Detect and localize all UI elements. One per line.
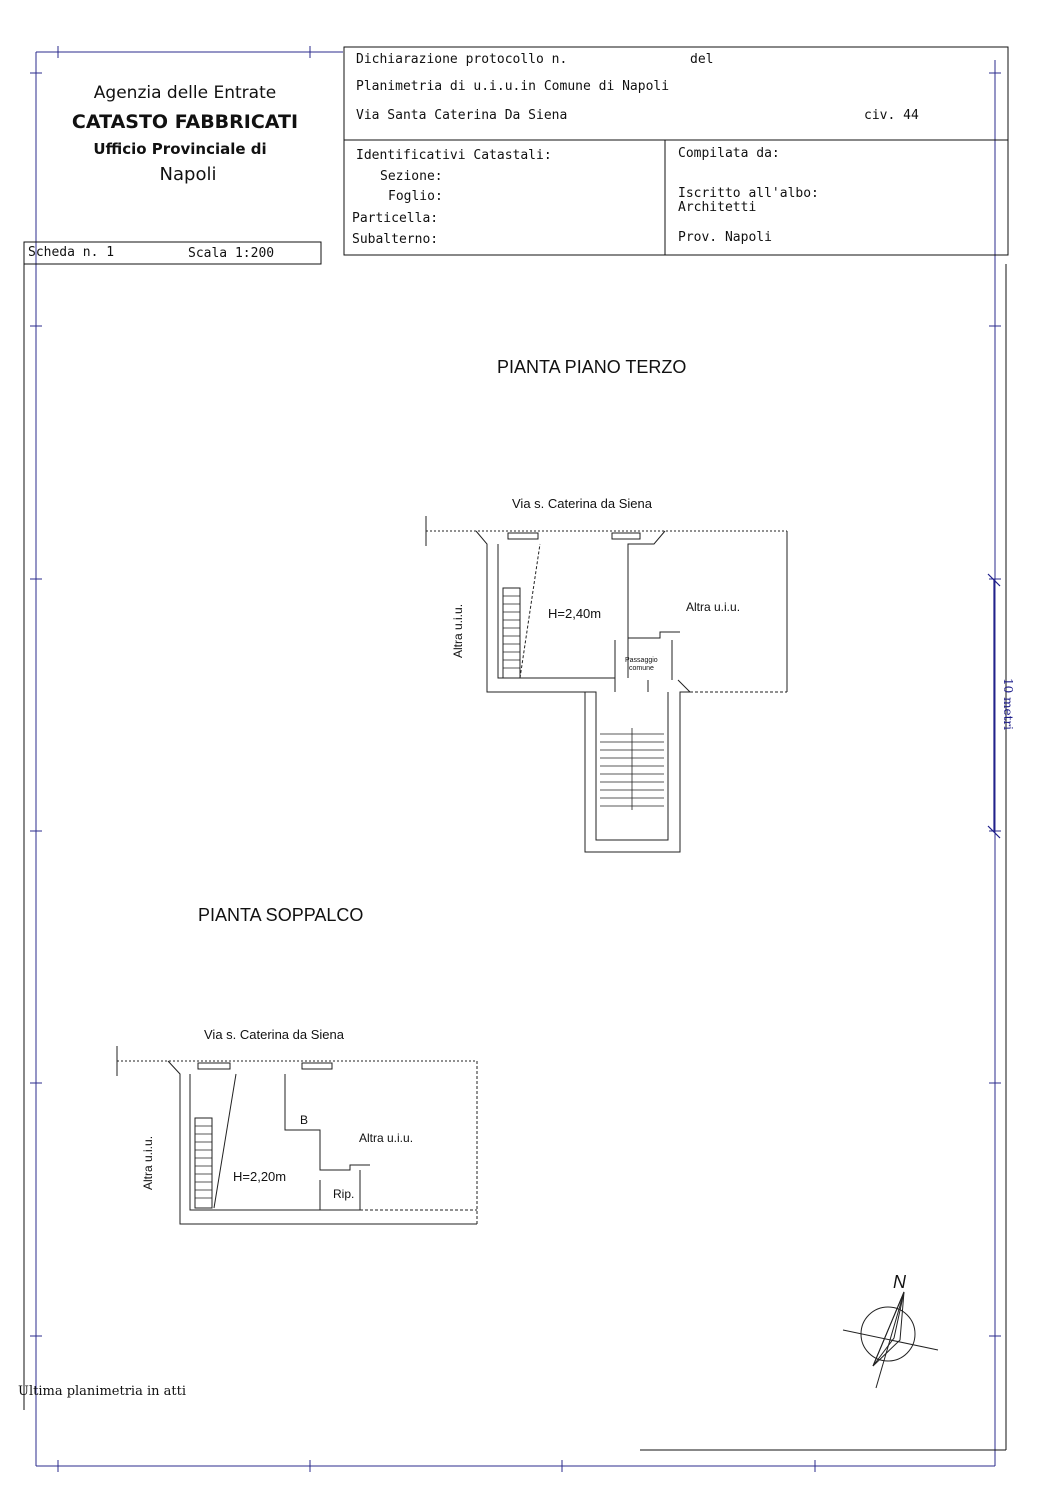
upper-plan-title: PIANTA PIANO TERZO: [497, 357, 687, 377]
upper-left-unit-label: Altra u.i.u.: [451, 603, 465, 658]
planimetria-line: Planimetria di u.i.u.in Comune di Napoli: [356, 79, 670, 94]
lower-street-label: Via s. Caterina da Siena: [204, 1027, 344, 1042]
scala-value: Scala 1:200: [188, 246, 275, 261]
ufficio-label: Ufficio Provinciale di: [93, 140, 267, 158]
del-label: del: [690, 52, 714, 67]
civic-number: civ. 44: [864, 108, 919, 123]
albo-value: Architetti: [678, 200, 757, 215]
sezione-label: Sezione:: [380, 169, 443, 184]
ripostiglio-label: Rip.: [333, 1187, 355, 1201]
particella-label: Particella:: [352, 211, 439, 226]
catasto-title: CATASTO FABBRICATI: [71, 111, 299, 133]
address-line: Via Santa Caterina Da Siena: [356, 108, 568, 123]
lower-left-unit-label: Altra u.i.u.: [141, 1135, 155, 1190]
cadastral-title: Identificativi Catastali:: [356, 148, 552, 163]
provincia-name: Napoli: [159, 164, 217, 185]
passage-label-2: comune: [629, 665, 654, 672]
upper-right-unit-label: Altra u.i.u.: [686, 600, 741, 614]
foglio-label: Foglio:: [388, 189, 443, 204]
upper-height-label: H=2,40m: [548, 606, 602, 621]
north-label: N: [893, 1272, 906, 1292]
scheda-number: Scheda n. 1: [28, 245, 115, 260]
provincia-value: Prov. Napoli: [678, 230, 772, 245]
subalterno-label: Subalterno:: [352, 232, 439, 247]
upper-street-label: Via s. Caterina da Siena: [512, 496, 652, 511]
passage-label-1: Passaggio: [625, 657, 658, 664]
closet-b-label: B: [300, 1113, 309, 1127]
lower-plan-title: PIANTA SOPPALCO: [198, 905, 364, 925]
iscritto-label: Iscritto all'albo:: [678, 186, 819, 201]
scale-bar-label: 10 metri: [1001, 678, 1015, 730]
lower-height-label: H=2,20m: [233, 1169, 287, 1184]
lower-right-unit-label: Altra u.i.u.: [359, 1131, 414, 1145]
compilata-label: Compilata da:: [678, 146, 780, 161]
protocol-label: Dichiarazione protocollo n.: [356, 52, 568, 67]
footer-note: Ultima planimetria in atti: [18, 1384, 186, 1399]
agency-name: Agenzia delle Entrate: [93, 83, 277, 103]
